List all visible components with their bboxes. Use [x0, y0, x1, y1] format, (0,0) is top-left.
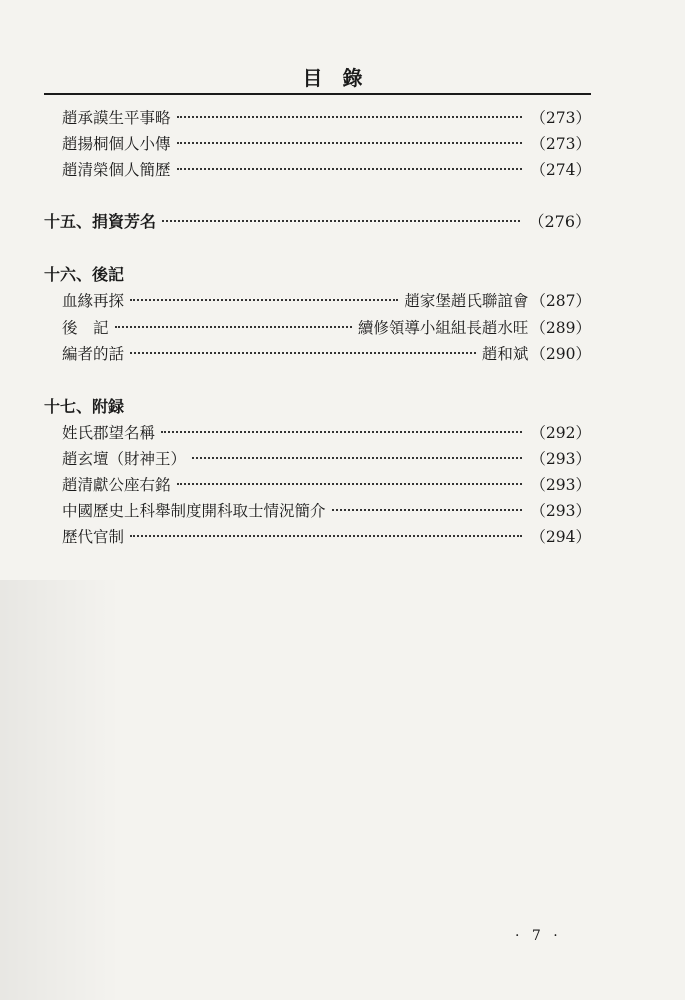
- leader-dots: [115, 326, 352, 328]
- leader-dots: [332, 509, 523, 511]
- entry-label: 編者的話: [62, 345, 125, 363]
- entry-page: （273）: [530, 135, 591, 153]
- toc-entry: [62, 290, 591, 312]
- entry-label: 趙揚桐個人小傳: [62, 135, 171, 153]
- entry-label: 血緣再探: [62, 292, 125, 310]
- leader-dots: [130, 352, 476, 354]
- entry-author: 續修領導小組組長趙水旺: [357, 319, 529, 337]
- leader-dots: [177, 483, 523, 485]
- entry-label: 趙清獻公座右銘: [62, 476, 171, 494]
- leader-dots: [162, 220, 520, 222]
- entry-label: 後 記: [62, 319, 109, 337]
- toc-entry: [62, 133, 591, 155]
- toc-entry: [62, 526, 591, 548]
- page-number: · 7 ·: [515, 928, 562, 944]
- leader-dots: [130, 299, 398, 301]
- entry-page: （274）: [530, 161, 591, 179]
- leader-dots: [130, 535, 522, 537]
- entry-page: （276）: [528, 212, 591, 231]
- entry-label: 姓氏郡望名稱: [62, 424, 156, 442]
- entry-author: 趙和斌: [481, 345, 529, 363]
- entry-label: 趙玄壇（財神王）: [62, 450, 187, 468]
- entry-page: （287）: [530, 292, 591, 310]
- section-heading: 十五、捐資芳名: [44, 212, 157, 231]
- scan-shadow: [0, 580, 120, 1000]
- entry-page: （273）: [530, 109, 591, 127]
- leader-dots: [177, 168, 523, 170]
- toc-entry: [62, 448, 591, 470]
- entry-label: 趙承謨生平事略: [62, 109, 171, 127]
- toc-entry: [62, 474, 591, 496]
- entry-label: 歷代官制: [62, 528, 125, 546]
- toc-entry: [62, 500, 591, 522]
- toc-entry: [62, 107, 591, 129]
- toc-entry: [62, 422, 591, 444]
- leader-dots: [177, 116, 523, 118]
- toc-entry: [62, 317, 591, 339]
- section-heading: 十七、附録: [44, 397, 125, 416]
- entry-label: 趙清榮個人簡歷: [62, 161, 171, 179]
- entry-page: （293）: [530, 450, 591, 468]
- page-title: 目錄: [302, 66, 383, 90]
- toc-entry: [62, 343, 591, 365]
- toc-section-15: [44, 211, 591, 233]
- entry-page: （292）: [530, 424, 591, 442]
- title-rule: [44, 93, 591, 95]
- leader-dots: [177, 142, 523, 144]
- entry-page: （293）: [530, 502, 591, 520]
- entry-page: （289）: [530, 319, 591, 337]
- entry-label: 中國歷史上科舉制度開科取士情況簡介: [62, 502, 326, 520]
- entry-author: 趙家堡趙氏聯誼會: [404, 292, 529, 310]
- section-heading: 十六、後記: [44, 265, 125, 284]
- leader-dots: [161, 431, 522, 433]
- toc-entry: [62, 159, 591, 181]
- entry-page: （294）: [530, 528, 591, 546]
- entry-page: （290）: [530, 345, 591, 363]
- leader-dots: [192, 457, 522, 459]
- entry-page: （293）: [530, 476, 591, 494]
